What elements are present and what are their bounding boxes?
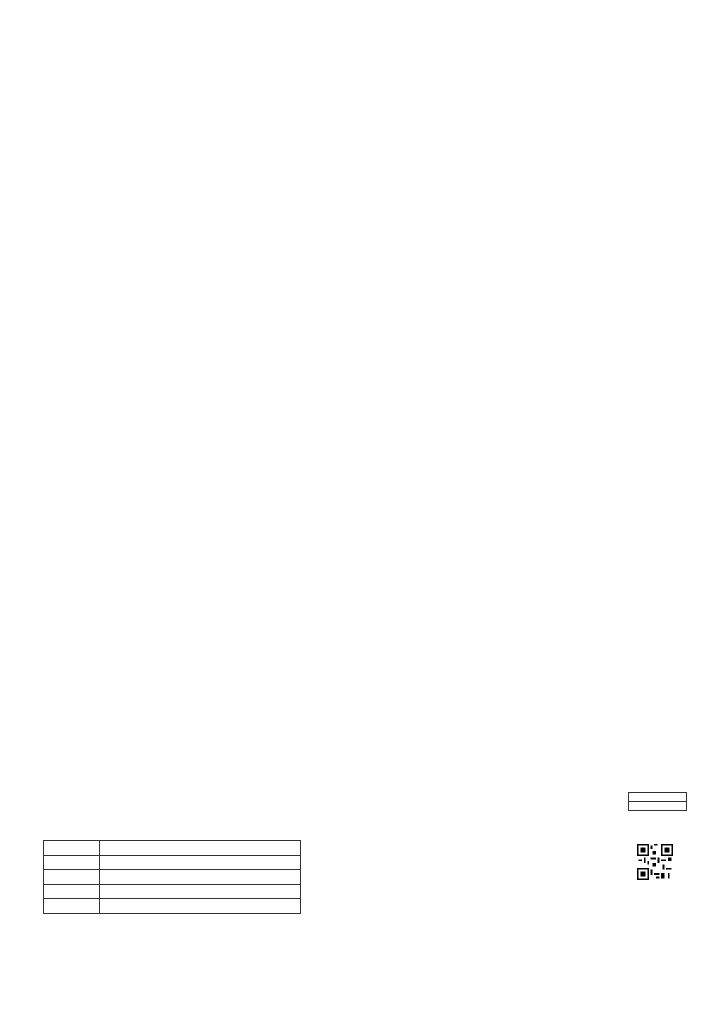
legend-box [628, 792, 687, 811]
info-block [330, 827, 610, 833]
rep-church [100, 899, 301, 914]
table-row [44, 870, 301, 885]
rep-church [100, 884, 301, 899]
rep-date [44, 884, 100, 899]
rep-church [100, 870, 301, 885]
rep-date [44, 899, 100, 914]
table-row [44, 899, 301, 914]
rep-date [44, 841, 100, 856]
rep-church [100, 841, 301, 856]
intercession-table [43, 840, 301, 914]
table-row [44, 884, 301, 899]
table-row [44, 855, 301, 870]
table-row [44, 841, 301, 856]
legend-officiant [629, 793, 687, 802]
qr-code-icon[interactable] [637, 844, 673, 880]
legend-preacher [629, 802, 687, 811]
rep-date [44, 855, 100, 870]
rep-date [44, 870, 100, 885]
rep-church [100, 855, 301, 870]
